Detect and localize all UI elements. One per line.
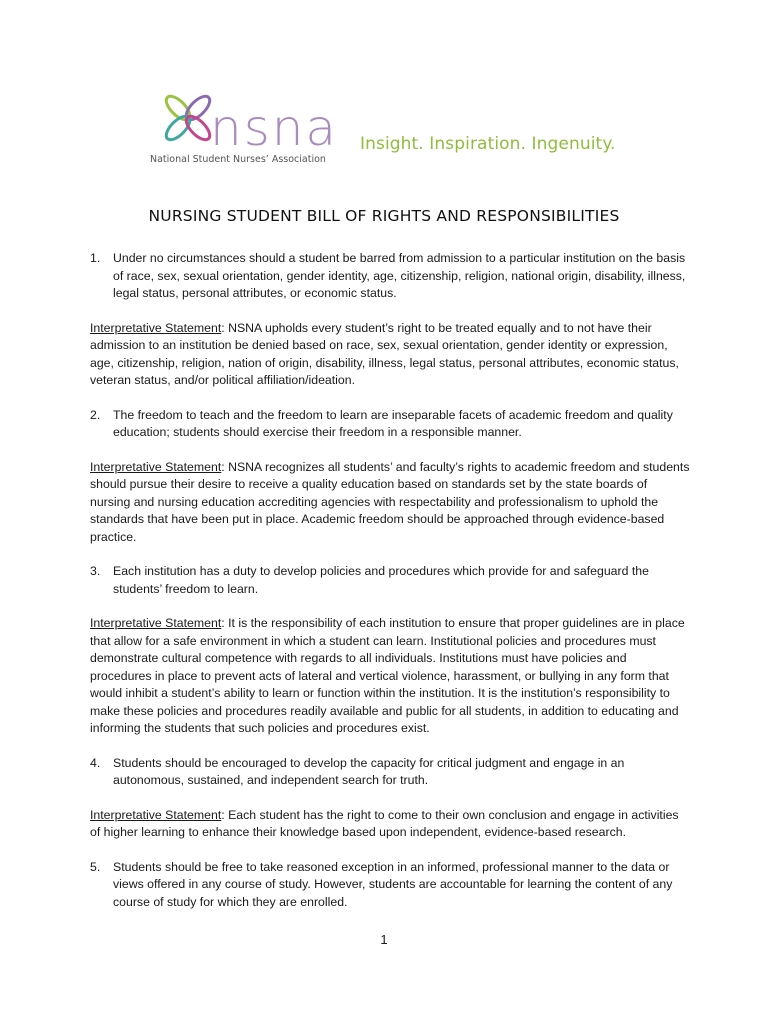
list-item <box>90 250 690 303</box>
item-text: Each institution has a duty to develop policies and procedures which provide for and safeguard the students’ freedom to learn. <box>113 564 649 596</box>
item-text: Under no circumstances should a student be barred from admission to a particular institution on the basis of race, sex, sexual orientation, gender identity, age, citizenship, religion, national origin, disability, illness, legal status, personal attributes, or economic status. <box>113 251 686 300</box>
page-number: 1 <box>380 932 388 947</box>
interpretative-statement <box>90 320 690 390</box>
list-item <box>90 407 690 442</box>
list-item <box>90 859 690 912</box>
statement-text: : NSNA recognizes all students’ and faculty’s rights to academic freedom and students should pursue their desire to receive a quality education based on standards set by the state boards of nursing and nursing education accrediting agencies with respectability and professionalism to uphold the standards that have been put in place. Academic freedom should be approached through evidence-based practice. <box>90 459 690 544</box>
organization-name: National Student Nurses’ Association <box>150 154 326 165</box>
list-item <box>90 755 690 790</box>
item-number: 2. <box>90 407 101 422</box>
item-number: 5. <box>90 859 101 874</box>
tagline: Insight. Inspiration. Ingenuity. <box>360 134 616 154</box>
statement-label: Interpretative Statement <box>90 320 222 335</box>
nsna-logo-icon <box>160 90 216 146</box>
item-text: Students should be encouraged to develop the capacity for critical judgment and engage in an autonomous, sustained, and independent search for truth. <box>113 755 625 787</box>
logo-wordmark: nsna <box>210 99 339 157</box>
statement-text: : NSNA upholds every student’s right to be treated equally and to not have their admission to an institution be denied based on race, sex, sexual orientation, gender identity or expression, age, citizenship, religion, nation of origin, disability, illness, legal status, personal attributes, economic status, veteran status, and/or political affiliation/ideation. <box>90 320 679 387</box>
interpretative-statement <box>90 807 690 842</box>
item-number: 1. <box>90 251 101 265</box>
statement-label: Interpretative Statement <box>90 807 222 822</box>
statement-label: Interpretative Statement <box>90 459 222 474</box>
document-body <box>90 250 690 911</box>
header <box>148 90 688 170</box>
item-number: 4. <box>90 755 101 770</box>
item-text: The freedom to teach and the freedom to learn are inseparable facets of academic freedom and quality education; students should exercise their freedom in a responsible manner. <box>113 407 673 439</box>
statement-label: Interpretative Statement <box>90 616 222 630</box>
document-title: NURSING STUDENT BILL OF RIGHTS AND RESPONSIBILITIES <box>148 207 620 225</box>
list-item <box>90 563 690 598</box>
statement-text: : Each student has the right to come to their own conclusion and engage in activities of higher learning to enhance their knowledge based upon independent, evidence-based research. <box>90 807 679 839</box>
statement-text: : It is the responsibility of each institution to ensure that proper guidelines are in place that allow for a safe environment in which a student can learn. Institutional policies and procedures must demonstrate cultural competence with regards to all individuals. Institutions must have policies and procedures in place to prevent acts of lateral and vertical violence, harassment, or bullying in any form that would inhibit a student’s ability to learn or function within the institution. It is the institution’s responsibility to make these policies and procedures readily available and public for all students, in addition to educating and informing the students that such policies and procedures exist. <box>90 616 685 735</box>
item-text: Students should be free to take reasoned exception in an informed, professional manner to the data or views offered in any course of study. However, students are accountable for learning the content of any course of study for which they are enrolled. <box>113 859 673 909</box>
interpretative-statement <box>90 615 690 738</box>
interpretative-statement <box>90 459 690 547</box>
item-number: 3. <box>90 564 101 578</box>
